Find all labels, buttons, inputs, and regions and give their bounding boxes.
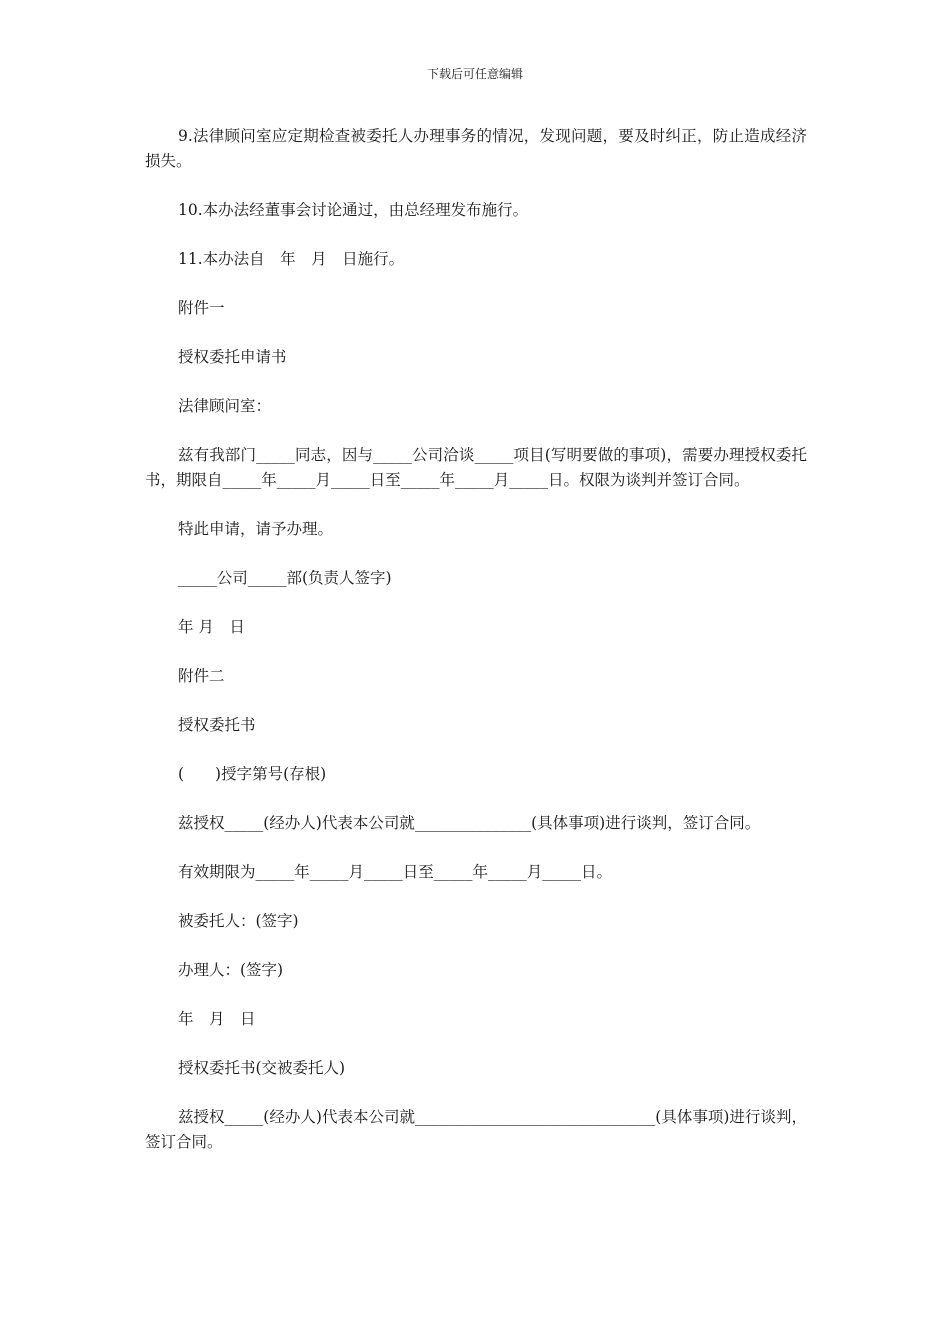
appendix-2-heading: 附件二	[178, 667, 225, 685]
authorization-title: 授权委托书	[178, 716, 256, 734]
clause-10: 10.本办法经董事会讨论通过，由总经理发布施行。	[178, 201, 529, 219]
clause-11: 11.本办法自 年 月 日施行。	[178, 250, 405, 268]
application-title: 授权委托申请书	[178, 348, 287, 366]
authorization-title-copy: 授权委托书(交被委托人)	[178, 1059, 346, 1077]
document-body	[145, 124, 807, 1179]
authorization-body-stub: 兹授权_____(经办人)代表本公司就_______________(具体事项)进行谈判，签订合同。	[178, 814, 761, 832]
application-request: 特此申请，请予办理。	[178, 520, 334, 538]
application-body: 兹有我部门_____同志，因与_____公司洽谈_____项目(写明要做的事项)，需要办理授权委托书，期限自_____年_____月_____日至_____年_____月_____日。权限为谈判并签订合同。	[145, 446, 807, 489]
clause-9: 9.法律顾问室应定期检查被委托人办理事务的情况，发现问题，要及时纠正，防止造成经济损失。	[145, 127, 807, 170]
application-date: 年 月 日	[178, 618, 245, 636]
handler-signature: 办理人：(签字)	[178, 961, 284, 979]
page-header-note: 下载后可任意编辑	[426, 67, 523, 81]
appendix-1-heading: 附件一	[178, 299, 225, 317]
authorization-number-stub: ( )授字第号(存根)	[178, 765, 327, 783]
agent-signature: 被委托人：(签字)	[178, 912, 299, 930]
validity-period: 有效期限为_____年_____月_____日至_____年_____月_____日。	[178, 863, 613, 881]
application-signature: _____公司_____部(负责人签字)	[178, 569, 392, 587]
authorization-body-copy: 兹授权_____(经办人)代表本公司就_______________________________(具体事项)进行谈判，签订合同。	[145, 1108, 807, 1151]
application-addressee: 法律顾问室：	[178, 397, 272, 415]
authorization-date: 年 月 日	[178, 1010, 256, 1028]
